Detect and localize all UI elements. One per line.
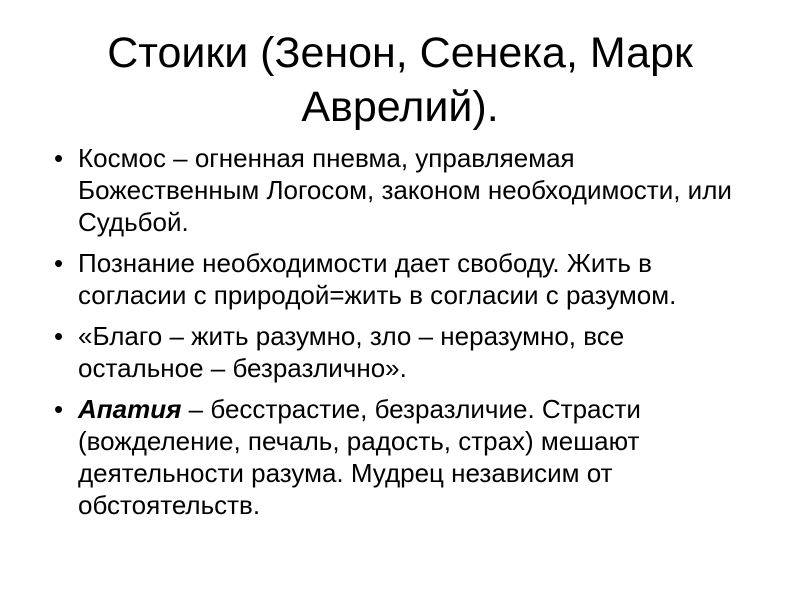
bullet-term: Апатия	[78, 394, 182, 424]
bullet-marker: •	[54, 321, 64, 351]
bullet-marker: •	[54, 248, 64, 278]
bullet-item	[50, 247, 750, 311]
bullet-text: – бесстрастие, безразличие. Страсти (вожделение, печаль, радость, страх) мешают деятельности разума. Мудрец независим от обстоятельств.	[78, 394, 641, 520]
bullet-item	[50, 320, 750, 384]
bullet-item	[50, 142, 750, 238]
bullet-marker: •	[54, 143, 64, 173]
bullet-item	[50, 393, 750, 521]
slide-title: Стоики (Зенон, Сенека, Марк Аврелий).	[107, 29, 693, 131]
bullet-marker: •	[54, 394, 64, 424]
bullet-text: «Благо – жить разумно, зло – неразумно, все остальное – безразлично».	[78, 321, 625, 383]
bullet-text: Познание необходимости дает свободу. Жить в согласии с природой=жить в согласии с разумом.	[78, 248, 677, 310]
bullet-text: Космос – огненная пневма, управляемая Божественным Логосом, законом необходимости, или Судьбой.	[78, 143, 732, 237]
bullet-list	[50, 142, 750, 530]
